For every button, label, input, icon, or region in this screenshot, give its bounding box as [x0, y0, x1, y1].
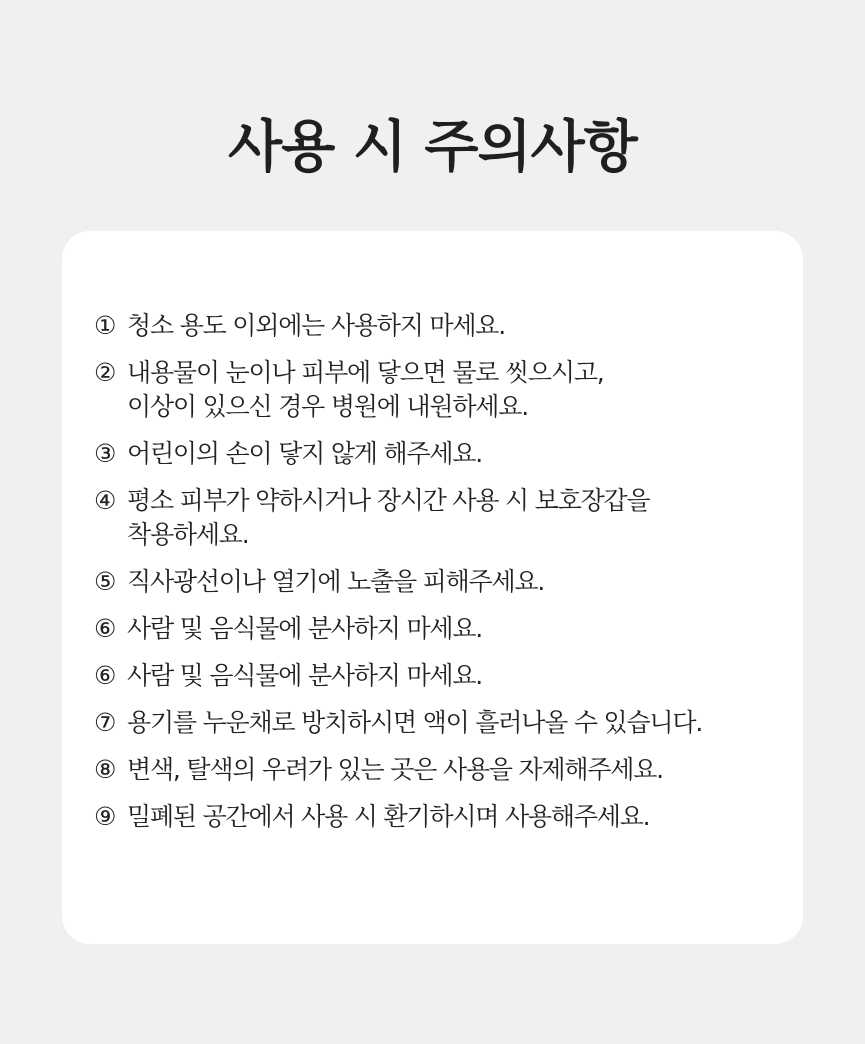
page-title: 사용 시 주의사항 — [228, 115, 637, 180]
item-number: ⑦ — [94, 708, 116, 737]
item-text: 사람 및 음식물에 분사하지 마세요. — [127, 614, 483, 643]
precautions-list — [94, 309, 794, 847]
item-number: ④ — [94, 486, 116, 515]
item-number: ⑥ — [94, 661, 116, 690]
precautions-card — [62, 231, 803, 944]
item-number: ① — [94, 311, 116, 340]
item-number: ② — [94, 358, 116, 387]
item-text: 평소 피부가 약하시거나 장시간 사용 시 보호장갑을 착용하세요. — [127, 486, 650, 549]
item-text: 어린이의 손이 닿지 않게 해주세요. — [127, 439, 483, 468]
item-number: ⑤ — [94, 567, 116, 596]
list-item — [94, 309, 794, 343]
list-item — [94, 753, 794, 787]
list-item — [94, 484, 794, 552]
item-number: ③ — [94, 439, 116, 468]
item-text: 청소 용도 이외에는 사용하지 마세요. — [127, 311, 505, 340]
item-text: 직사광선이나 열기에 노출을 피해주세요. — [127, 567, 545, 596]
item-number: ⑥ — [94, 614, 116, 643]
item-text: 용기를 누운채로 방치하시면 액이 흘러나올 수 있습니다. — [127, 708, 703, 737]
list-item — [94, 706, 794, 740]
list-item — [94, 437, 794, 471]
item-text: 사람 및 음식물에 분사하지 마세요. — [127, 661, 483, 690]
item-text: 내용물이 눈이나 피부에 닿으면 물로 씻으시고, 이상이 있으신 경우 병원에 내원하세요. — [127, 358, 604, 421]
list-item — [94, 612, 794, 646]
item-text: 밀폐된 공간에서 사용 시 환기하시며 사용해주세요. — [127, 802, 650, 831]
item-number: ⑧ — [94, 755, 116, 784]
item-text: 변색, 탈색의 우려가 있는 곳은 사용을 자제해주세요. — [127, 755, 663, 784]
list-item — [94, 659, 794, 693]
list-item — [94, 565, 794, 599]
item-number: ⑨ — [94, 802, 116, 831]
list-item — [94, 356, 794, 424]
list-item — [94, 800, 794, 834]
